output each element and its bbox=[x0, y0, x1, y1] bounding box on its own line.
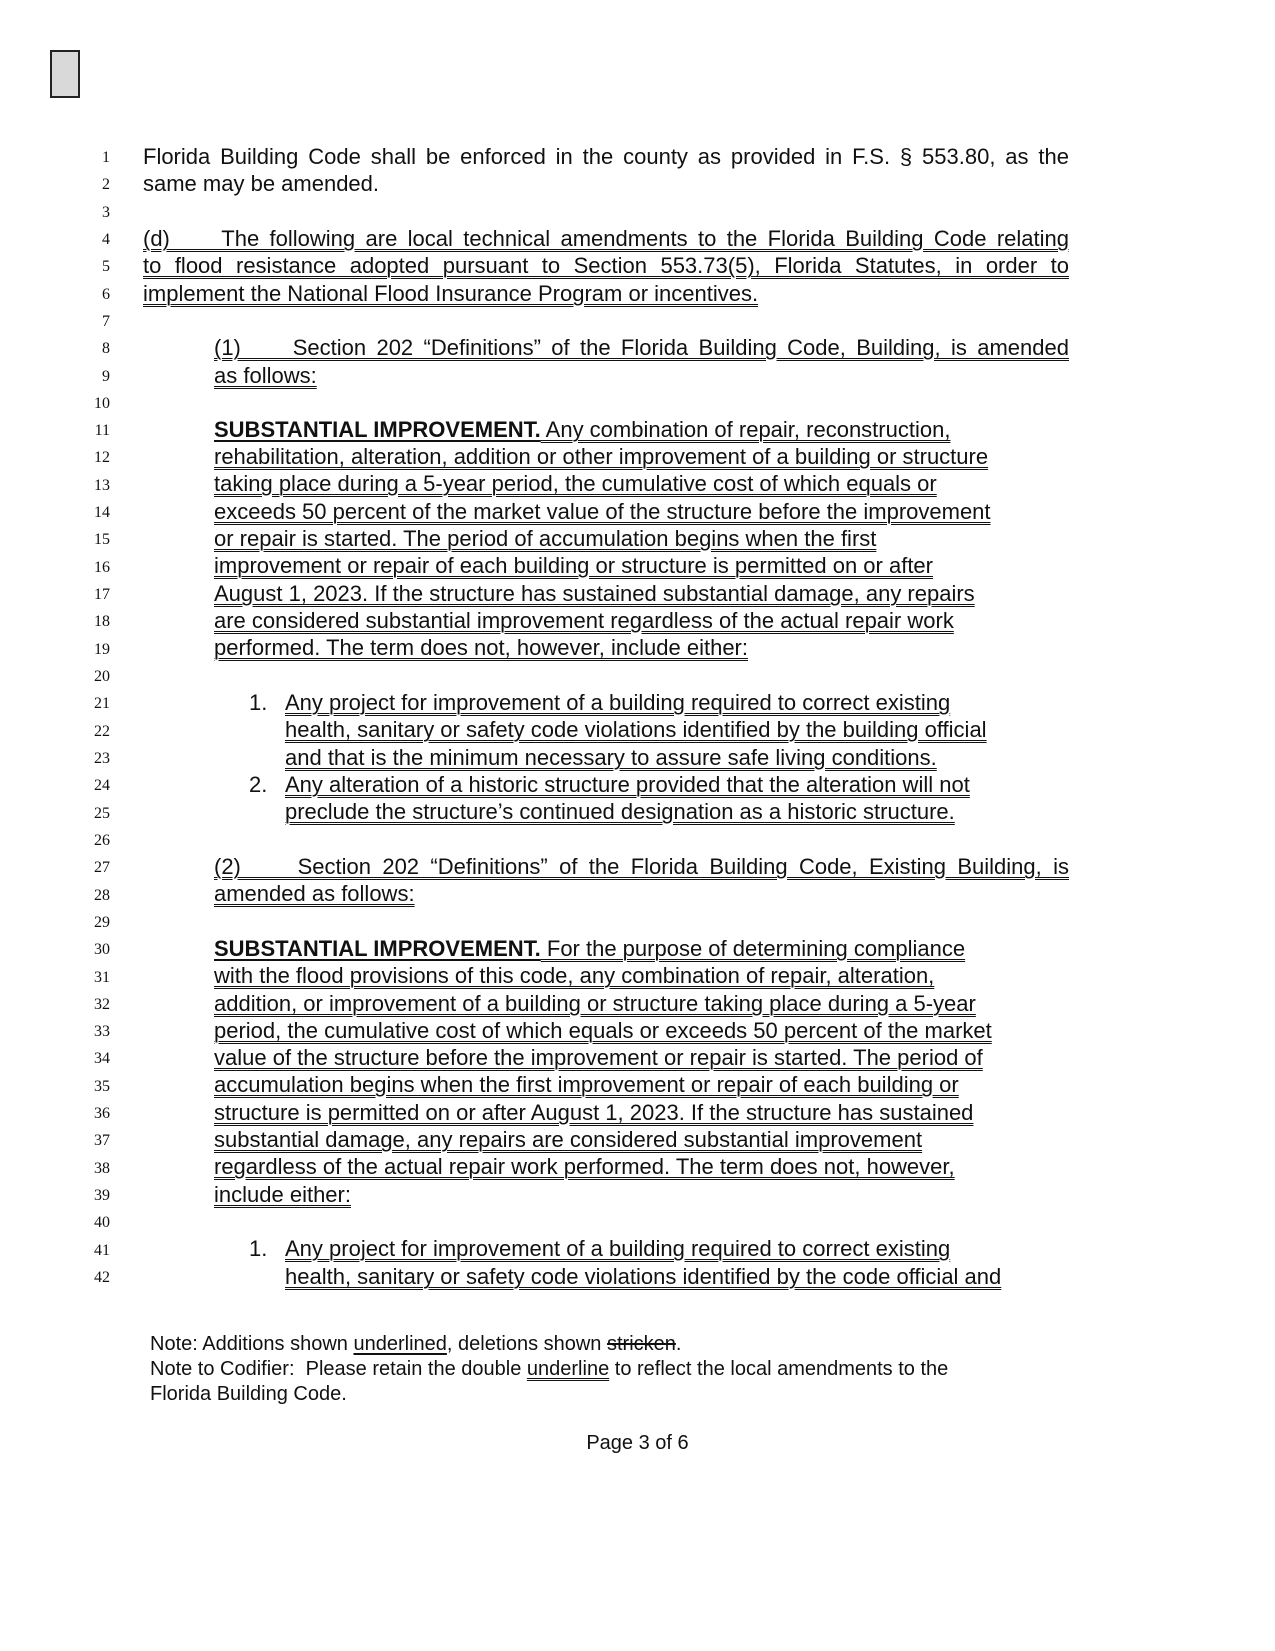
line-23 bbox=[0, 744, 1275, 772]
line-28 bbox=[0, 880, 1275, 908]
definition-text: exceeds 50 percent of the market value of the structure before the improvement bbox=[214, 499, 991, 524]
definition-text: performed. The term does not, however, include either: bbox=[214, 635, 748, 660]
note-text: Note to Codifier: Please retain the double bbox=[150, 1358, 527, 1380]
list-item-text: health, sanitary or safety code violations identified by the code official and bbox=[285, 1264, 1002, 1289]
line-5 bbox=[0, 252, 1275, 280]
line-30 bbox=[0, 935, 1275, 963]
note-text: to reflect the local amendments to the bbox=[609, 1358, 949, 1380]
line-number: 4 bbox=[102, 230, 110, 248]
definition-text: improvement or repair of each building or structure is permitted on or after bbox=[214, 553, 933, 578]
line-35 bbox=[0, 1071, 1275, 1099]
defined-term: SUBSTANTIAL IMPROVEMENT. bbox=[214, 936, 541, 961]
line-12 bbox=[0, 443, 1275, 471]
list-item-text: and that is the minimum necessary to assure safe living conditions. bbox=[285, 745, 937, 770]
line-24 bbox=[0, 771, 1275, 799]
line-number: 32 bbox=[94, 995, 110, 1013]
line-number: 16 bbox=[94, 558, 110, 576]
list-item-text: preclude the structure’s continued designation as a historic structure. bbox=[285, 799, 955, 824]
line-number: 14 bbox=[94, 504, 110, 522]
line-number: 6 bbox=[102, 285, 110, 303]
definition-text: are considered substantial improvement regardless of the actual repair work bbox=[214, 608, 954, 633]
note-to-codifier-continued: Florida Building Code. bbox=[150, 1383, 347, 1405]
line-number: 34 bbox=[94, 1050, 110, 1068]
amendment-text: as follows: bbox=[214, 363, 317, 388]
list-item-text: Any project for improvement of a building required to correct existing bbox=[285, 1236, 951, 1261]
definition-text: rehabilitation, alteration, addition or other improvement of a building or structure bbox=[214, 444, 989, 469]
definition-text: accumulation begins when the first improvement or repair of each building or bbox=[214, 1072, 959, 1097]
line-number: 29 bbox=[94, 913, 110, 931]
list-item-text: Any project for improvement of a building required to correct existing bbox=[285, 690, 951, 715]
line-number: 36 bbox=[94, 1105, 110, 1123]
line-number: 7 bbox=[102, 312, 110, 330]
line-42 bbox=[0, 1263, 1275, 1291]
line-1 bbox=[0, 143, 1275, 171]
amendment-text: (2) Section 202 “Definitions” of the Florida Building Code, Existing Building, is bbox=[214, 854, 1069, 879]
line-number: 23 bbox=[94, 749, 110, 767]
line-number: 13 bbox=[94, 476, 110, 494]
line-number: 9 bbox=[102, 367, 110, 385]
line-number: 19 bbox=[94, 640, 110, 658]
line-number: 31 bbox=[94, 968, 110, 986]
line-25 bbox=[0, 798, 1275, 826]
definition-text: Any combination of repair, reconstruction, bbox=[540, 417, 951, 442]
line-17 bbox=[0, 580, 1275, 608]
line-number: 35 bbox=[94, 1077, 110, 1095]
list-item-text: health, sanitary or safety code violations identified by the building official bbox=[285, 717, 987, 742]
note-stricken-example: stricken bbox=[607, 1333, 676, 1355]
line-number: 38 bbox=[94, 1159, 110, 1177]
body-text: Florida Building Code shall be enforced in the county as provided in F.S. § 553.80, as the bbox=[143, 144, 1069, 169]
definition-text: include either: bbox=[214, 1182, 351, 1207]
amendment-text: implement the National Flood Insurance Program or incentives. bbox=[143, 281, 759, 306]
line-number: 22 bbox=[94, 722, 110, 740]
note-text: , deletions shown bbox=[446, 1333, 607, 1355]
line-8 bbox=[0, 334, 1275, 362]
line-number: 1 bbox=[102, 149, 110, 166]
list-number: 1. bbox=[249, 1236, 268, 1261]
defined-term: SUBSTANTIAL IMPROVEMENT. bbox=[214, 417, 541, 442]
amendment-text: amended as follows: bbox=[214, 881, 415, 906]
amendment-text: to flood resistance adopted pursuant to Section 553.73(5), Florida Statutes, in order to bbox=[143, 253, 1069, 278]
line-number: 2 bbox=[102, 176, 110, 194]
line-38 bbox=[0, 1153, 1275, 1181]
line-number: 39 bbox=[94, 1187, 110, 1205]
line-number: 20 bbox=[94, 668, 110, 686]
line-41 bbox=[0, 1235, 1275, 1263]
line-32 bbox=[0, 990, 1275, 1018]
line-number: 41 bbox=[94, 1241, 110, 1259]
line-2 bbox=[0, 170, 1275, 198]
line-22 bbox=[0, 716, 1275, 744]
definition-text: regardless of the actual repair work performed. The term does not, however, bbox=[214, 1154, 955, 1179]
corner-marker-box bbox=[50, 50, 80, 98]
line-27 bbox=[0, 853, 1275, 881]
line-16 bbox=[0, 552, 1275, 580]
note-underlined-example: underlined bbox=[353, 1333, 447, 1355]
line-34 bbox=[0, 1044, 1275, 1072]
amendment-text: (1) Section 202 “Definitions” of the Florida Building Code, Building, is amended bbox=[214, 335, 1069, 360]
line-36 bbox=[0, 1099, 1275, 1127]
line-number: 26 bbox=[94, 831, 110, 849]
line-19 bbox=[0, 634, 1275, 662]
line-number: 18 bbox=[94, 613, 110, 631]
line-9 bbox=[0, 362, 1275, 390]
line-6 bbox=[0, 280, 1275, 308]
line-number: 15 bbox=[94, 531, 110, 549]
line-number: 5 bbox=[102, 258, 110, 276]
definition-text: addition, or improvement of a building or structure taking place during a 5-year bbox=[214, 991, 976, 1016]
line-number: 8 bbox=[102, 340, 110, 358]
definition-text: value of the structure before the improvement or repair is started. The period of bbox=[214, 1045, 983, 1070]
line-number: 40 bbox=[94, 1214, 110, 1232]
definition-text: with the flood provisions of this code, any combination of repair, alteration, bbox=[214, 963, 935, 988]
line-number: 30 bbox=[94, 941, 110, 959]
definition-text: structure is permitted on or after August 1, 2023. If the structure has sustained bbox=[214, 1100, 974, 1125]
line-14 bbox=[0, 498, 1275, 526]
line-number: 28 bbox=[94, 886, 110, 904]
note-text: Note: Additions shown bbox=[150, 1333, 354, 1355]
line-number: 10 bbox=[94, 394, 110, 412]
line-11 bbox=[0, 416, 1275, 444]
definition-text: August 1, 2023. If the structure has sustained substantial damage, any repairs bbox=[214, 581, 975, 606]
line-33 bbox=[0, 1017, 1275, 1045]
line-number: 27 bbox=[94, 859, 110, 877]
line-21 bbox=[0, 689, 1275, 717]
line-number: 17 bbox=[94, 586, 110, 604]
line-18 bbox=[0, 607, 1275, 635]
definition-text: period, the cumulative cost of which equals or exceeds 50 percent of the market bbox=[214, 1018, 992, 1043]
line-4 bbox=[0, 225, 1275, 253]
line-number: 3 bbox=[102, 203, 110, 221]
amendment-text: (d) The following are local technical amendments to the Florida Building Code relating bbox=[143, 226, 1069, 251]
line-15 bbox=[0, 525, 1275, 553]
note-additions bbox=[150, 1332, 681, 1357]
list-item-text: Any alteration of a historic structure provided that the alteration will not bbox=[285, 772, 970, 797]
line-31 bbox=[0, 962, 1275, 990]
line-number: 37 bbox=[94, 1132, 110, 1150]
line-number: 11 bbox=[94, 422, 110, 440]
list-number: 2. bbox=[249, 772, 268, 797]
line-number: 33 bbox=[94, 1023, 110, 1041]
definition-text: taking place during a 5-year period, the cumulative cost of which equals or bbox=[214, 471, 937, 496]
line-number: 12 bbox=[94, 449, 110, 467]
line-39 bbox=[0, 1181, 1275, 1209]
line-number: 42 bbox=[94, 1269, 110, 1286]
note-text: . bbox=[675, 1333, 682, 1355]
list-number: 1. bbox=[249, 690, 268, 715]
page-number: Page 3 of 6 bbox=[586, 1432, 689, 1454]
line-number: 24 bbox=[94, 777, 110, 795]
note-to-codifier bbox=[150, 1357, 948, 1382]
line-13 bbox=[0, 470, 1275, 498]
line-37 bbox=[0, 1126, 1275, 1154]
body-text: same may be amended. bbox=[143, 171, 380, 196]
definition-text: For the purpose of determining compliance bbox=[540, 936, 966, 961]
line-number: 25 bbox=[94, 804, 110, 822]
note-double-underline-example: underline bbox=[526, 1358, 610, 1380]
definition-text: or repair is started. The period of accumulation begins when the first bbox=[214, 526, 877, 551]
line-number: 21 bbox=[94, 695, 110, 713]
definition-text: substantial damage, any repairs are considered substantial improvement bbox=[214, 1127, 923, 1152]
